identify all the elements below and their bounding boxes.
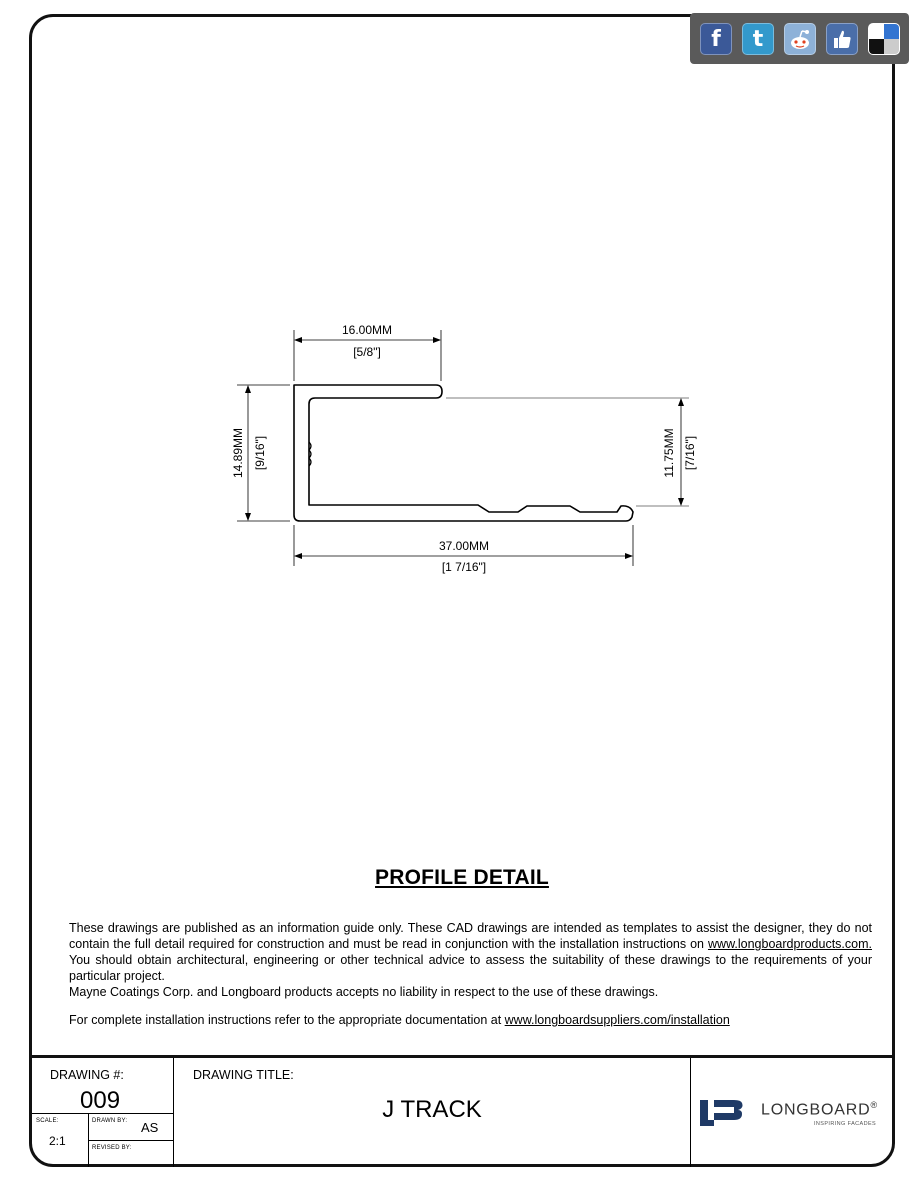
logo-name: LONGBOARD (761, 1101, 871, 1119)
liability-statement: Mayne Coatings Corp. and Longboard products accepts no liability in respect to the use of these drawings. (69, 985, 659, 999)
top-width-in: [5/8"] (353, 345, 381, 359)
disclaimer-paragraph (69, 920, 872, 984)
disclaimer-intro: These drawings are published as an information guide only. These CAD drawings are intended as templates to assist the designer, they do not contain the full detail required for construction and must be read in conjunction with the installation instructions on (69, 921, 872, 951)
drawing-number-label: DRAWING #: (50, 1068, 124, 1082)
divider (88, 1113, 89, 1167)
disclaimer-advice: You should obtain architectural, engineering or other technical advice to assess the suitability of these drawings to the requirements of your particular project. (69, 953, 872, 983)
installation-prefix: For complete installation instructions refer to the appropriate documentation at (69, 1013, 505, 1027)
revised-by-label: REVISED BY: (92, 1145, 132, 1151)
inner-height-in: [7/16"] (683, 435, 697, 471)
facebook-glyph: f (711, 27, 721, 52)
drawing-number: 009 (80, 1087, 121, 1114)
bottom-width-mm: 37.00MM (438, 539, 490, 553)
longboard-products-link[interactable]: www.longboardproducts.com. (708, 937, 872, 951)
logo-registered: ® (870, 1100, 878, 1110)
height-mm: 14.89MM (231, 427, 245, 479)
scale-value: 2:1 (49, 1134, 66, 1148)
divider (88, 1140, 173, 1141)
logo-tagline: INSPIRING FACADES (814, 1121, 877, 1127)
title-block (32, 1055, 894, 1167)
bottom-width-in: [1 7/16"] (441, 560, 487, 574)
height-in: [9/16"] (253, 435, 267, 471)
drawing-title-label: DRAWING TITLE: (193, 1068, 294, 1082)
disclaimer-text (69, 920, 872, 1000)
scale-label: SCALE: (36, 1118, 59, 1124)
installation-instructions (69, 1012, 730, 1028)
twitter-glyph: t (752, 27, 764, 52)
divider (690, 1058, 691, 1167)
section-title: PROFILE DETAIL (375, 866, 549, 889)
drawn-by-value: AS (141, 1120, 159, 1135)
top-width-mm: 16.00MM (341, 323, 393, 337)
inner-height-mm: 11.75MM (662, 428, 676, 478)
drawing-title: J TRACK (382, 1096, 482, 1123)
drawn-by-label: DRAWN BY: (92, 1118, 128, 1124)
longboard-logo-mark (698, 1098, 746, 1128)
logo-wordmark (761, 1100, 878, 1119)
installation-link[interactable]: www.longboardsuppliers.com/installation (504, 1013, 730, 1027)
j-track-profile (294, 385, 633, 521)
